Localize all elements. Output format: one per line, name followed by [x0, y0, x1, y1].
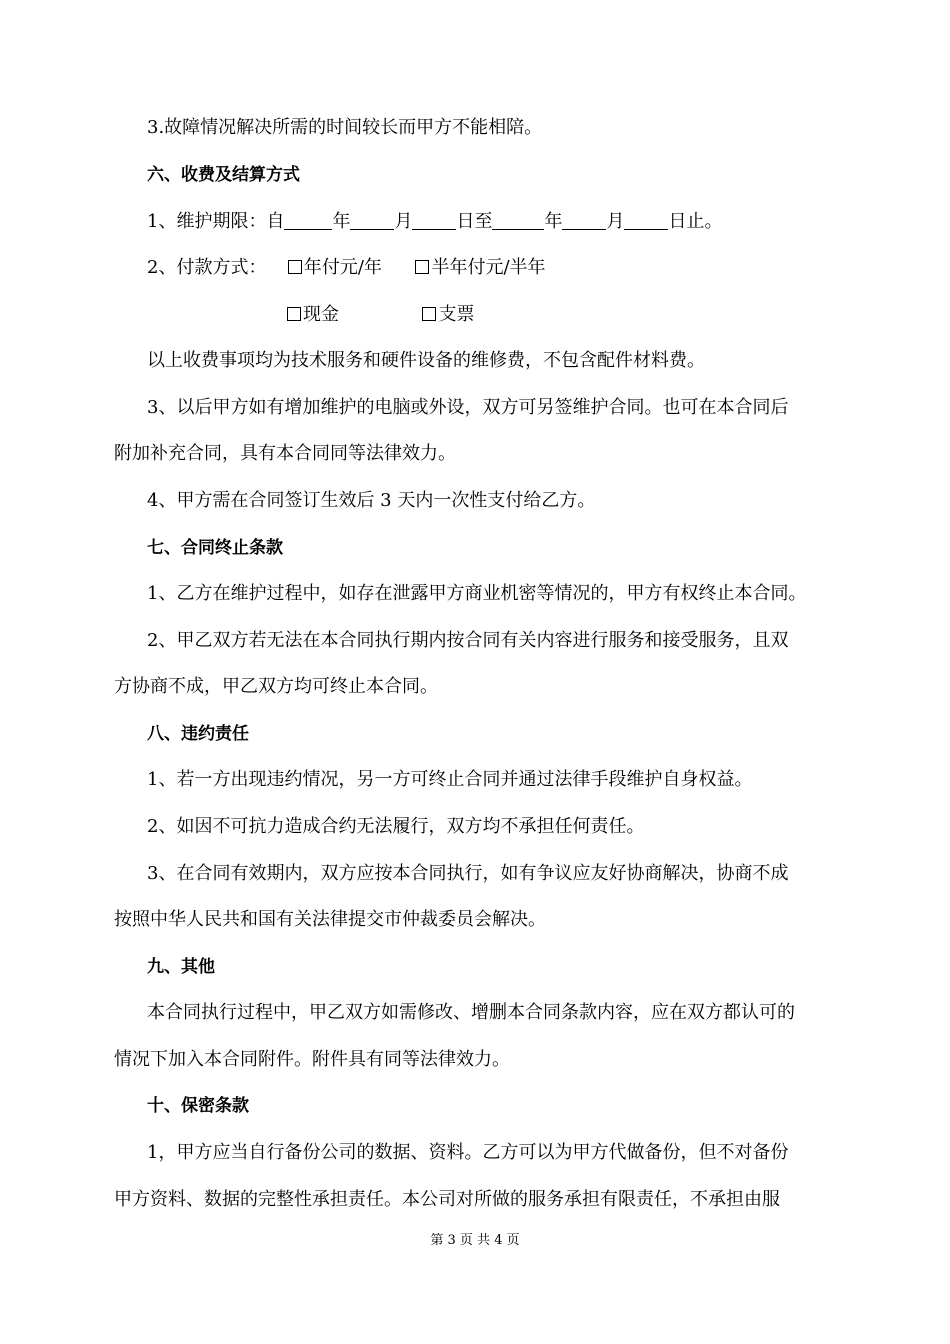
term-year-label: 年 — [332, 211, 351, 232]
term-end-label: 日止。 — [668, 211, 723, 232]
option-cash: 现金 — [303, 304, 339, 325]
term-year-label-2: 年 — [544, 211, 563, 232]
term-day-to-label: 日至 — [456, 211, 493, 232]
option-yearly: 年付元/年 — [303, 257, 382, 278]
paragraph-line: 1、乙方在维护过程中，如存在泄露甲方商业机密等情况的，甲方有权终止本合同。 — [147, 583, 807, 604]
paragraph-line: 甲方资料、数据的完整性承担责任。本公司对所做的服务承担有限责任，不承担由服 — [114, 1189, 780, 1210]
checkbox-halfyear[interactable] — [415, 260, 429, 274]
section-heading-7: 七、合同终止条款 — [147, 538, 283, 558]
paragraph-line: 本合同执行过程中，甲乙双方如需修改、增删本合同条款内容，应在双方都认可的 — [147, 1002, 795, 1023]
term-month-label-2: 月 — [606, 211, 625, 232]
option-check: 支票 — [438, 304, 475, 325]
checkbox-check[interactable] — [422, 307, 436, 321]
paragraph-line: 3.故障情况解决所需的时间较长而甲方不能相陪。 — [147, 117, 543, 138]
blank-start-day — [412, 211, 456, 230]
checkbox-cash[interactable] — [287, 307, 301, 321]
blank-end-year — [492, 211, 544, 230]
paragraph-line: 附加补充合同，具有本合同同等法律效力。 — [114, 443, 456, 464]
term-prefix: 1、维护期限：自 — [147, 211, 285, 232]
payment-line — [147, 256, 950, 280]
blank-end-day — [624, 211, 668, 230]
blank-start-year — [284, 211, 332, 230]
paragraph-line: 方协商不成，甲乙双方均可终止本合同。 — [114, 676, 438, 697]
paragraph-line: 1，甲方应当自行备份公司的数据、资料。乙方可以为甲方代做备份，但不对备份 — [147, 1142, 789, 1163]
page-number-footer: 第 3 页 共 4 页 — [430, 1233, 520, 1248]
paragraph-line: 按照中华人民共和国有关法律提交市仲裁委员会解决。 — [114, 909, 546, 930]
payment-label: 2、付款方式： — [147, 257, 267, 278]
section-heading-10: 十、保密条款 — [147, 1096, 249, 1116]
paragraph-line: 以上收费事项均为技术服务和硬件设备的维修费，不包含配件材料费。 — [147, 350, 705, 371]
blank-end-month — [562, 211, 606, 230]
paragraph-line: 4、甲方需在合同签订生效后 3 天内一次性支付给乙方。 — [147, 490, 596, 511]
term-line — [147, 210, 950, 234]
option-halfyear: 半年付元/半年 — [431, 257, 546, 278]
term-month-label: 月 — [394, 211, 413, 232]
section-heading-6: 六、收费及结算方式 — [147, 165, 300, 185]
paragraph-line: 2、如因不可抗力造成合约无法履行，双方均不承担任何责任。 — [147, 816, 645, 837]
paragraph-line: 3、以后甲方如有增加维护的电脑或外设，双方可另签维护合同。也可在本合同后 — [147, 397, 789, 418]
payment-line-2 — [287, 303, 950, 327]
section-heading-9: 九、其他 — [147, 957, 215, 977]
paragraph-line: 情况下加入本合同附件。附件具有同等法律效力。 — [114, 1049, 510, 1070]
paragraph-line: 2、甲乙双方若无法在本合同执行期内按合同有关内容进行服务和接受服务，且双 — [147, 630, 789, 651]
paragraph-line: 1、若一方出现违约情况，另一方可终止合同并通过法律手段维护自身权益。 — [147, 769, 753, 790]
checkbox-yearly[interactable] — [288, 260, 302, 274]
section-heading-8: 八、违约责任 — [147, 724, 249, 744]
blank-start-month — [350, 211, 394, 230]
paragraph-line: 3、在合同有效期内，双方应按本合同执行，如有争议应友好协商解决，协商不成 — [147, 863, 789, 884]
